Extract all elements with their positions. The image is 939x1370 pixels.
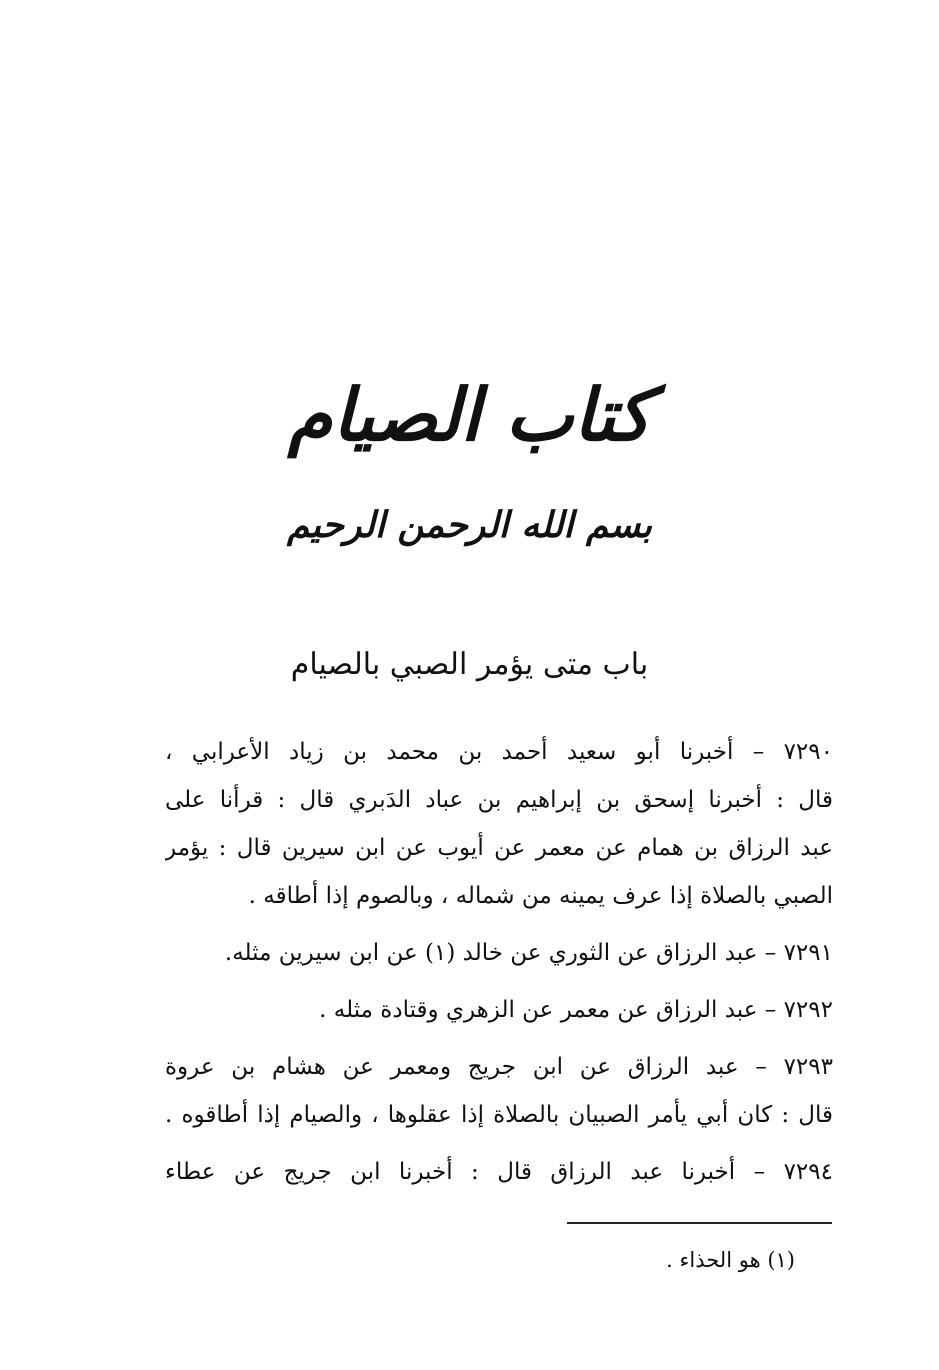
text-line: قال : أخبرنا إسحق بن إبراهيم بن عباد الدَبري قال : قرأنا على [165, 787, 833, 813]
text-line: ٧٢٩١ – عبد الرزاق عن الثوري عن خالد (١) عن ابن سيرين مثله. [224, 940, 833, 966]
text-line: قال : كان أبي يأمر الصبيان بالصلاة إذا عقلوها ، والصيام إذا أطاقوه . [165, 1102, 833, 1128]
book-title: كتاب الصيام [287, 372, 652, 457]
text-line: ٧٢٩٤ – أخبرنا عبد الرزاق قال : أخبرنا ابن جريج عن عطاء [165, 1159, 833, 1185]
text-line: ٧٢٩٠ – أخبرنا أبو سعيد أحمد بن محمد بن زياد الأعرابي ، [165, 739, 833, 765]
text-line: عبد الرزاق بن همام عن معمر عن أيوب عن ابن سيرين قال : يؤمر [165, 835, 833, 861]
footnote-divider [567, 1222, 832, 1224]
text-line: ٧٢٩٢ – عبد الرزاق عن معمر عن الزهري وقتادة مثله . [319, 997, 833, 1023]
basmala: بسم الله الرحمن الرحيم [286, 504, 653, 546]
chapter-title: باب متى يؤمر الصبي بالصيام [290, 647, 649, 682]
body-text [165, 728, 833, 1196]
text-line: الصبي بالصلاة إذا عرف يمينه من شماله ، وبالصوم إذا أطاقه . [248, 883, 833, 909]
text-line: ٧٢٩٣ – عبد الرزاق عن ابن جريج ومعمر عن هشام بن عروة [165, 1054, 833, 1080]
footnote: (١) هو الحذاء . [666, 1248, 795, 1272]
